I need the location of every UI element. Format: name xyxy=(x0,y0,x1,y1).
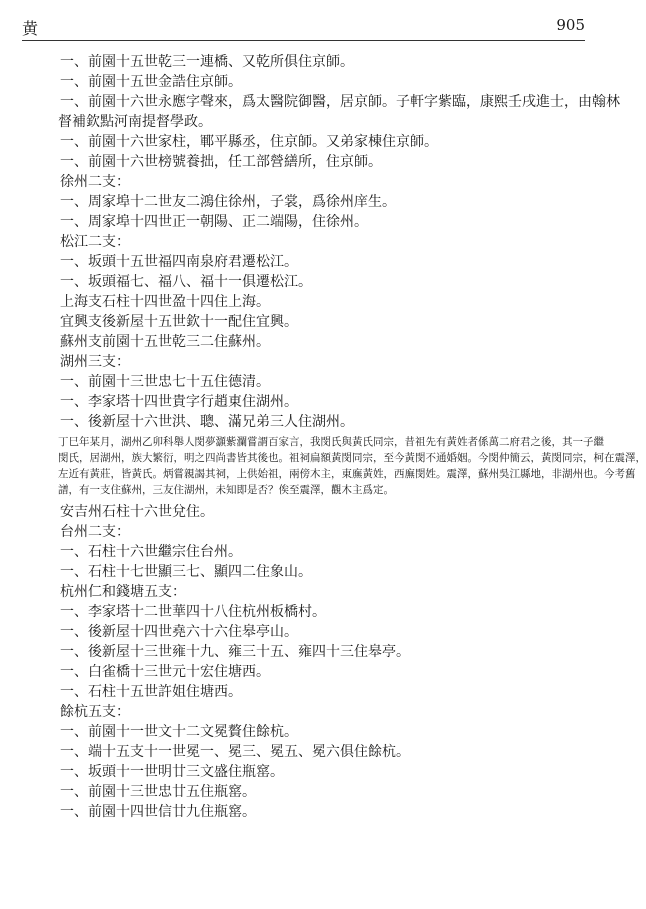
section-heading: 松江二支： xyxy=(60,234,130,250)
section-heading: 湖州三支： xyxy=(60,354,130,370)
text-line: 一、後新屋十四世堯六十六住皋亭山。 xyxy=(60,624,298,640)
text-line: 一、前園十六世榜號養拙，任工部營繕所，住京師。 xyxy=(60,154,382,170)
text-line: 一、前園十三世忠廿五住瓶窰。 xyxy=(60,784,256,800)
text-line: 一、前園十六世家柱，鄆平縣丞，住京師。又弟家棟住京師。 xyxy=(60,134,438,150)
text-line: 一、周家埠十二世友二鴻住徐州，子裳，爲徐州庠生。 xyxy=(60,194,396,210)
text-line: 一、後新屋十六世洪、聰、滿兄弟三人住湖州。 xyxy=(60,414,354,430)
text-line: 一、白雀橋十三世元十宏住塘西。 xyxy=(60,664,270,680)
section-heading: 杭州仁和錢塘五支： xyxy=(60,584,186,600)
text-line: 一、李家塔十二世華四十八住杭州板橋村。 xyxy=(60,604,326,620)
text-line: 督補欽點河南提督學政。 xyxy=(58,114,212,130)
note-line: 閔氏，居湖州，族大繁衍，明之四尚書皆其後也。祖祠扁額黃閔同宗，至今黃閔不通婚姻。今閔仲簡云，黃閔同宗，柯在震澤， xyxy=(58,452,646,464)
text-line: 一、石柱十七世顯三七、顯四二住象山。 xyxy=(60,564,312,580)
text-line: 一、周家埠十四世正一朝陽、正二端陽，住徐州。 xyxy=(60,214,368,230)
text-line: 一、前園十六世永應字聲來，爲太醫院御醫，居京師。子軒字紫臨，康熙壬戌進士，由翰林 xyxy=(60,94,620,110)
section-heading: 徐州二支： xyxy=(60,174,130,190)
running-title: 黄 xyxy=(22,19,39,38)
text-line: 一、端十五支十一世冕一、冕三、冕五、冕六俱住餘杭。 xyxy=(60,744,410,760)
text-line: 安吉州石柱十六世兌住。 xyxy=(60,504,214,520)
text-line: 一、前園十四世信廿九住瓶窰。 xyxy=(60,804,256,820)
text-line: 一、前園十五世乾三一連橋、又乾所俱住京師。 xyxy=(60,54,354,70)
note-line: 譜，有一支住蘇州，三友住湖州，未知即是否？俟至震澤，觀木主爲定。 xyxy=(58,484,394,496)
text-line: 一、坂頭福七、福八、福十一俱遷松江。 xyxy=(60,274,312,290)
text-line: 一、石柱十六世繼宗住台州。 xyxy=(60,544,242,560)
note-line: 丁巳年某月，湖州乙卯科舉人閔夢灝紫瀾嘗謂百家言，我閔氏與黃氏同宗，昔祖先有黃姓者係萬二府君之後，其一子繼 xyxy=(58,436,604,448)
note-line: 左近有黃莊，皆黃氏。炳嘗親謁其祠，上供始祖，兩傍木主，東廡黃姓，西廡閔姓。震澤，蘇州吳江縣地，非湖州也。今考舊 xyxy=(58,468,636,480)
text-line: 一、李家塔十四世貴字行趙東住湖州。 xyxy=(60,394,298,410)
text-line: 一、前園十五世金誥住京師。 xyxy=(60,74,242,90)
text-line: 一、前園十三世忠七十五住德清。 xyxy=(60,374,270,390)
text-line: 一、石柱十五世許姐住塘西。 xyxy=(60,684,242,700)
text-line: 宜興支後新屋十五世欽十一配住宜興。 xyxy=(60,314,298,330)
page-header xyxy=(22,14,585,41)
text-line: 一、坂頭十五世福四南泉府君遷松江。 xyxy=(60,254,298,270)
page-body xyxy=(58,52,646,822)
section-heading: 餘杭五支： xyxy=(60,704,130,720)
section-heading: 台州二支： xyxy=(60,524,130,540)
text-line: 一、前園十一世文十二文冕贅住餘杭。 xyxy=(60,724,298,740)
text-line: 一、後新屋十三世雍十九、雍三十五、雍四十三住皋亭。 xyxy=(60,644,410,660)
text-line: 蘇州支前園十五世乾三二住蘇州。 xyxy=(60,334,270,350)
text-line: 一、坂頭十一世明廿三文盛住瓶窰。 xyxy=(60,764,284,780)
page-number: 905 xyxy=(556,16,585,34)
text-line: 上海支石柱十四世盈十四住上海。 xyxy=(60,294,270,310)
